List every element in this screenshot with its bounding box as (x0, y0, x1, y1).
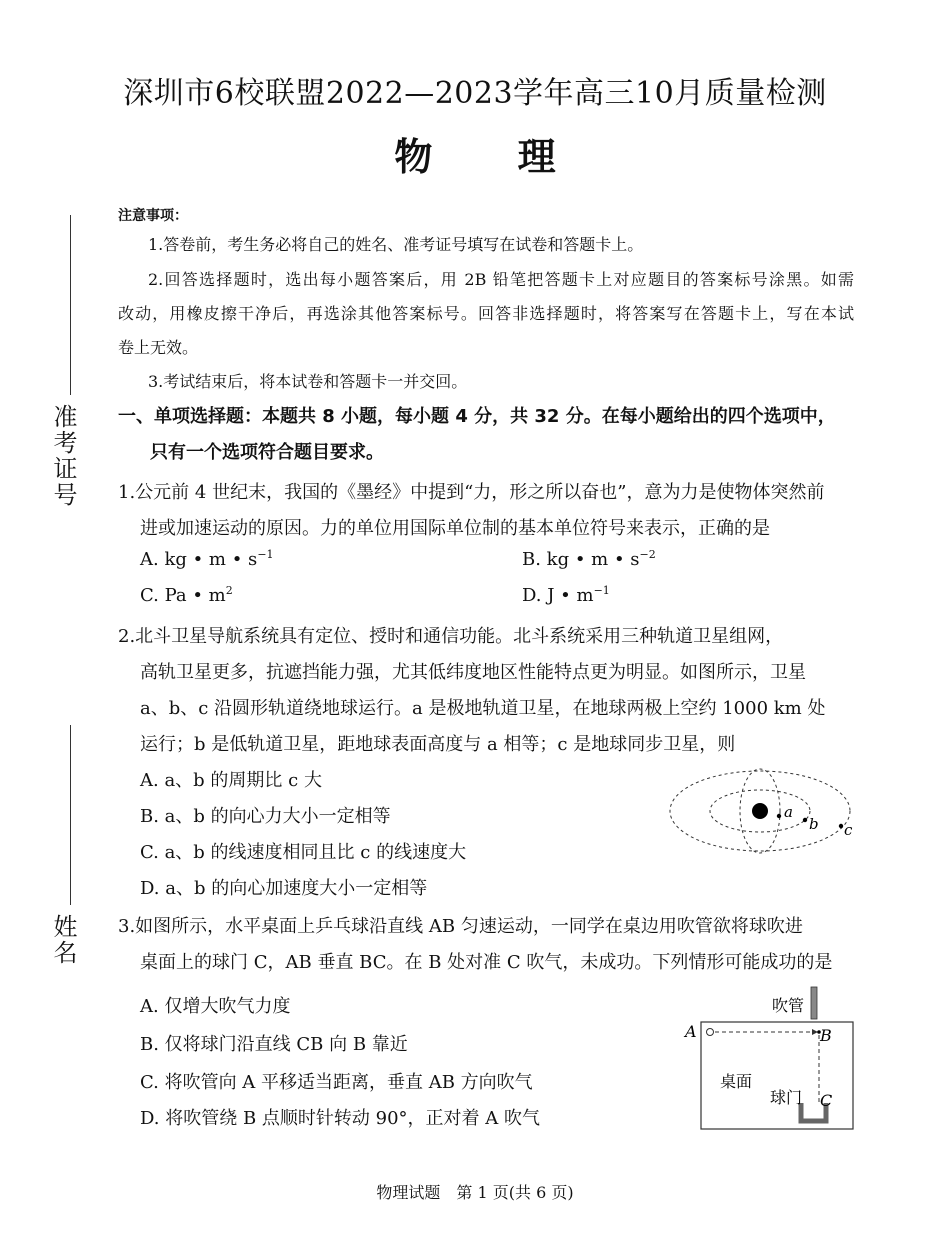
exam-id-line (70, 215, 71, 395)
q2-option-c: C. a、b 的线速度相同且比 c 的线速度大 (140, 842, 467, 863)
q2-line-1: 2.北斗卫星导航系统具有定位、授时和通信功能。北斗系统采用三种轨道卫星组网， (118, 626, 784, 647)
subject-title: 物 理 (394, 134, 592, 179)
label-point-c: C (820, 1091, 833, 1110)
satellite-orbit-diagram (665, 762, 855, 862)
q1-line-2: 进或加速运动的原因。力的单位用国际单位制的基本单位符号来表示，正确的是 (140, 518, 770, 539)
arrow-ab (812, 1029, 818, 1035)
q3-line-1: 3.如图所示，水平桌面上乒乓球沿直线 AB 匀速运动，一同学在桌边用吹管欲将球吹进 (118, 916, 803, 937)
notice-heading: 注意事项： (118, 208, 188, 224)
label-a: a (784, 803, 793, 821)
notice-item-2-line-3: 卷上无效。 (118, 338, 199, 357)
ping-pong-ball (707, 1029, 714, 1036)
q1-option-b: B. kg • m • $s^{-2}$ (522, 548, 656, 570)
table-blowpipe-diagram (680, 985, 860, 1133)
q2-option-d: D. a、b 的向心加速度大小一定相等 (140, 878, 428, 899)
label-goal: 球门 (770, 1088, 803, 1107)
notice-item-2-line-1: 2.回答选择题时，选出每小题答案后，用 2B 铅笔把答题卡上对应题目的答案标号涂黑。如需 (148, 270, 854, 289)
q1-option-c: C. Pa • $m^2$ (140, 584, 233, 606)
notice-item-2-line-2: 改动，用橡皮擦干净后，再选涂其他答案标号。回答非选择题时，将答案写在答题卡上，写在本试 (118, 304, 854, 323)
q3-option-d: D. 将吹管绕 B 点顺时针转动 90°，正对着 A 吹气 (140, 1108, 540, 1129)
q2-line-4: 运行；b 是低轨道卫星，距地球表面高度与 a 相等；c 是地球同步卫星，则 (140, 734, 736, 755)
q3-line-2: 桌面上的球门 C，AB 垂直 BC。在 B 处对准 C 吹气，未成功。下列情形可能成功的是 (140, 952, 833, 973)
exam-title: 深圳市6校联盟2022—2023学年高三10月质量检测 (123, 76, 827, 111)
notice-item-3: 3.考试结束后，将本试卷和答题卡一并交回。 (148, 372, 468, 391)
q2-option-b: B. a、b 的向心力大小一定相等 (140, 806, 391, 827)
notice-item-1: 1.答卷前，考生务必将自己的姓名、准考证号填写在试卷和答题卡上。 (148, 235, 644, 254)
satellite-c (839, 824, 843, 828)
name-line (70, 725, 71, 905)
section-1-line-1: 一、单项选择题：本题共 8 小题，每小题 4 分，共 32 分。在每小题给出的四个选项中， (118, 406, 836, 427)
name-label: 姓名 (49, 914, 77, 966)
satellite-b (803, 818, 807, 822)
q2-line-2: 高轨卫星更多，抗遮挡能力强，尤其低纬度地区性能特点更为明显。如图所示，卫星 (140, 662, 806, 683)
q3-option-a: A. 仅增大吹气力度 (140, 996, 291, 1017)
earth (752, 803, 768, 819)
label-b: b (809, 815, 819, 833)
label-table: 桌面 (720, 1072, 753, 1091)
label-point-a: A (685, 1022, 697, 1041)
q1-line-1: 1.公元前 4 世纪末，我国的《墨经》中提到“力，形之所以奋也”，意为力是使物体突然前 (118, 482, 825, 503)
section-1-line-2: 只有一个选项符合题目要求。 (150, 442, 384, 463)
q3-option-c: C. 将吹管向 A 平移适当距离，垂直 AB 方向吹气 (140, 1072, 533, 1093)
exam-id-label: 准考证号 (49, 404, 77, 508)
satellite-a (777, 814, 781, 818)
label-point-b: B (820, 1026, 832, 1045)
q3-option-b: B. 仅将球门沿直线 CB 向 B 靠近 (140, 1034, 408, 1055)
q2-line-3: a、b、c 沿圆形轨道绕地球运行。a 是极地轨道卫星，在地球两极上空约 1000 km 处 (140, 698, 826, 719)
label-blow-pipe: 吹管 (772, 996, 805, 1015)
q1-option-a: A. kg • m • $s^{-1}$ (140, 548, 274, 570)
blow-pipe (811, 987, 817, 1019)
page-footer: 物理试题 第 1 页(共 6 页) (376, 1183, 574, 1202)
q2-option-a: A. a、b 的周期比 c 大 (140, 770, 322, 791)
q1-option-d: D. J • $m^{-1}$ (522, 584, 610, 606)
label-c: c (844, 821, 853, 839)
